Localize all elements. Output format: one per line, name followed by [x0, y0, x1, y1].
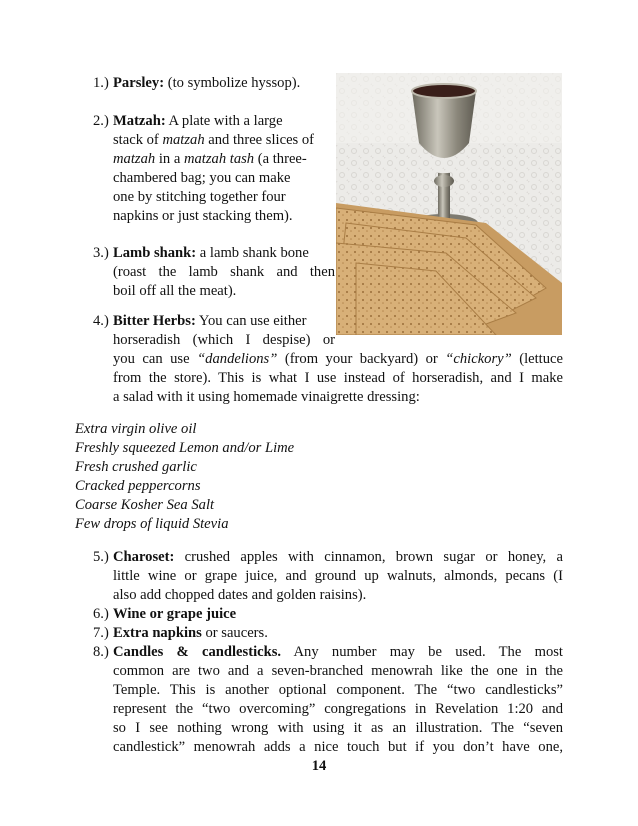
ingredient: Fresh crushed garlic — [75, 459, 197, 475]
matzah-cup-photo — [336, 73, 562, 335]
ingredient: Freshly squeezed Lemon and/or Lime — [75, 440, 295, 456]
page-number: 14 — [311, 758, 327, 774]
ingredient: Coarse Kosher Sea Salt — [75, 497, 215, 513]
term: Parsley: — [113, 75, 165, 91]
ingredient: Extra virgin olive oil — [75, 421, 197, 437]
ingredient: Few drops of liquid Stevia — [75, 516, 229, 532]
document-page: 1.) Parsley: (to symbolize hyssop). 2.) Matzah: A plate with a large stack of matzah and three slices of matzah in a matzah tash (a three- chambered bag; you can make one by stitching together four napkins or just stacking them). 3.) Lamb shank: a lamb shank bone (roast the lamb shank and then boil off all the meat). 4.) Bitter Herbs: You can use either horseradish (which I despise) or you can use “dandelions” (from your backyard) or “chickory” (lettuce from the store). This is what I use instead of horseradish, and I make a salad with it using homemade vinaigrette dressing: Extra virgin olive oil Freshly squeezed Lemon and/or Lime Fresh crushed garlic Cracked peppercorns Coarse Kosher Sea Salt Few drops of liquid Stevia 5.) Charoset: crushed apples with cinnamon, brown sugar or honey, a little wine or grape juice, and ground up walnuts, almonds, pecans (I also add chopped dates and golden raisins). 6.) Wine or grape juice 7.) Extra napkins or saucers. 8.) Candles & candlesticks. Any number may be used. The most common are two and a seven-branched menowrah like the one in the Temple. This is another optional component. The “two candlesticks” represent the “two overcoming” congregations in Revelation 1:20 and so I see nothing wrong with using it as an illustration. The “seven candlestick” menowrah adds a nice touch but if you don’t have one, 14 — [0, 0, 638, 826]
ingredient: Cracked peppercorns — [75, 478, 201, 494]
